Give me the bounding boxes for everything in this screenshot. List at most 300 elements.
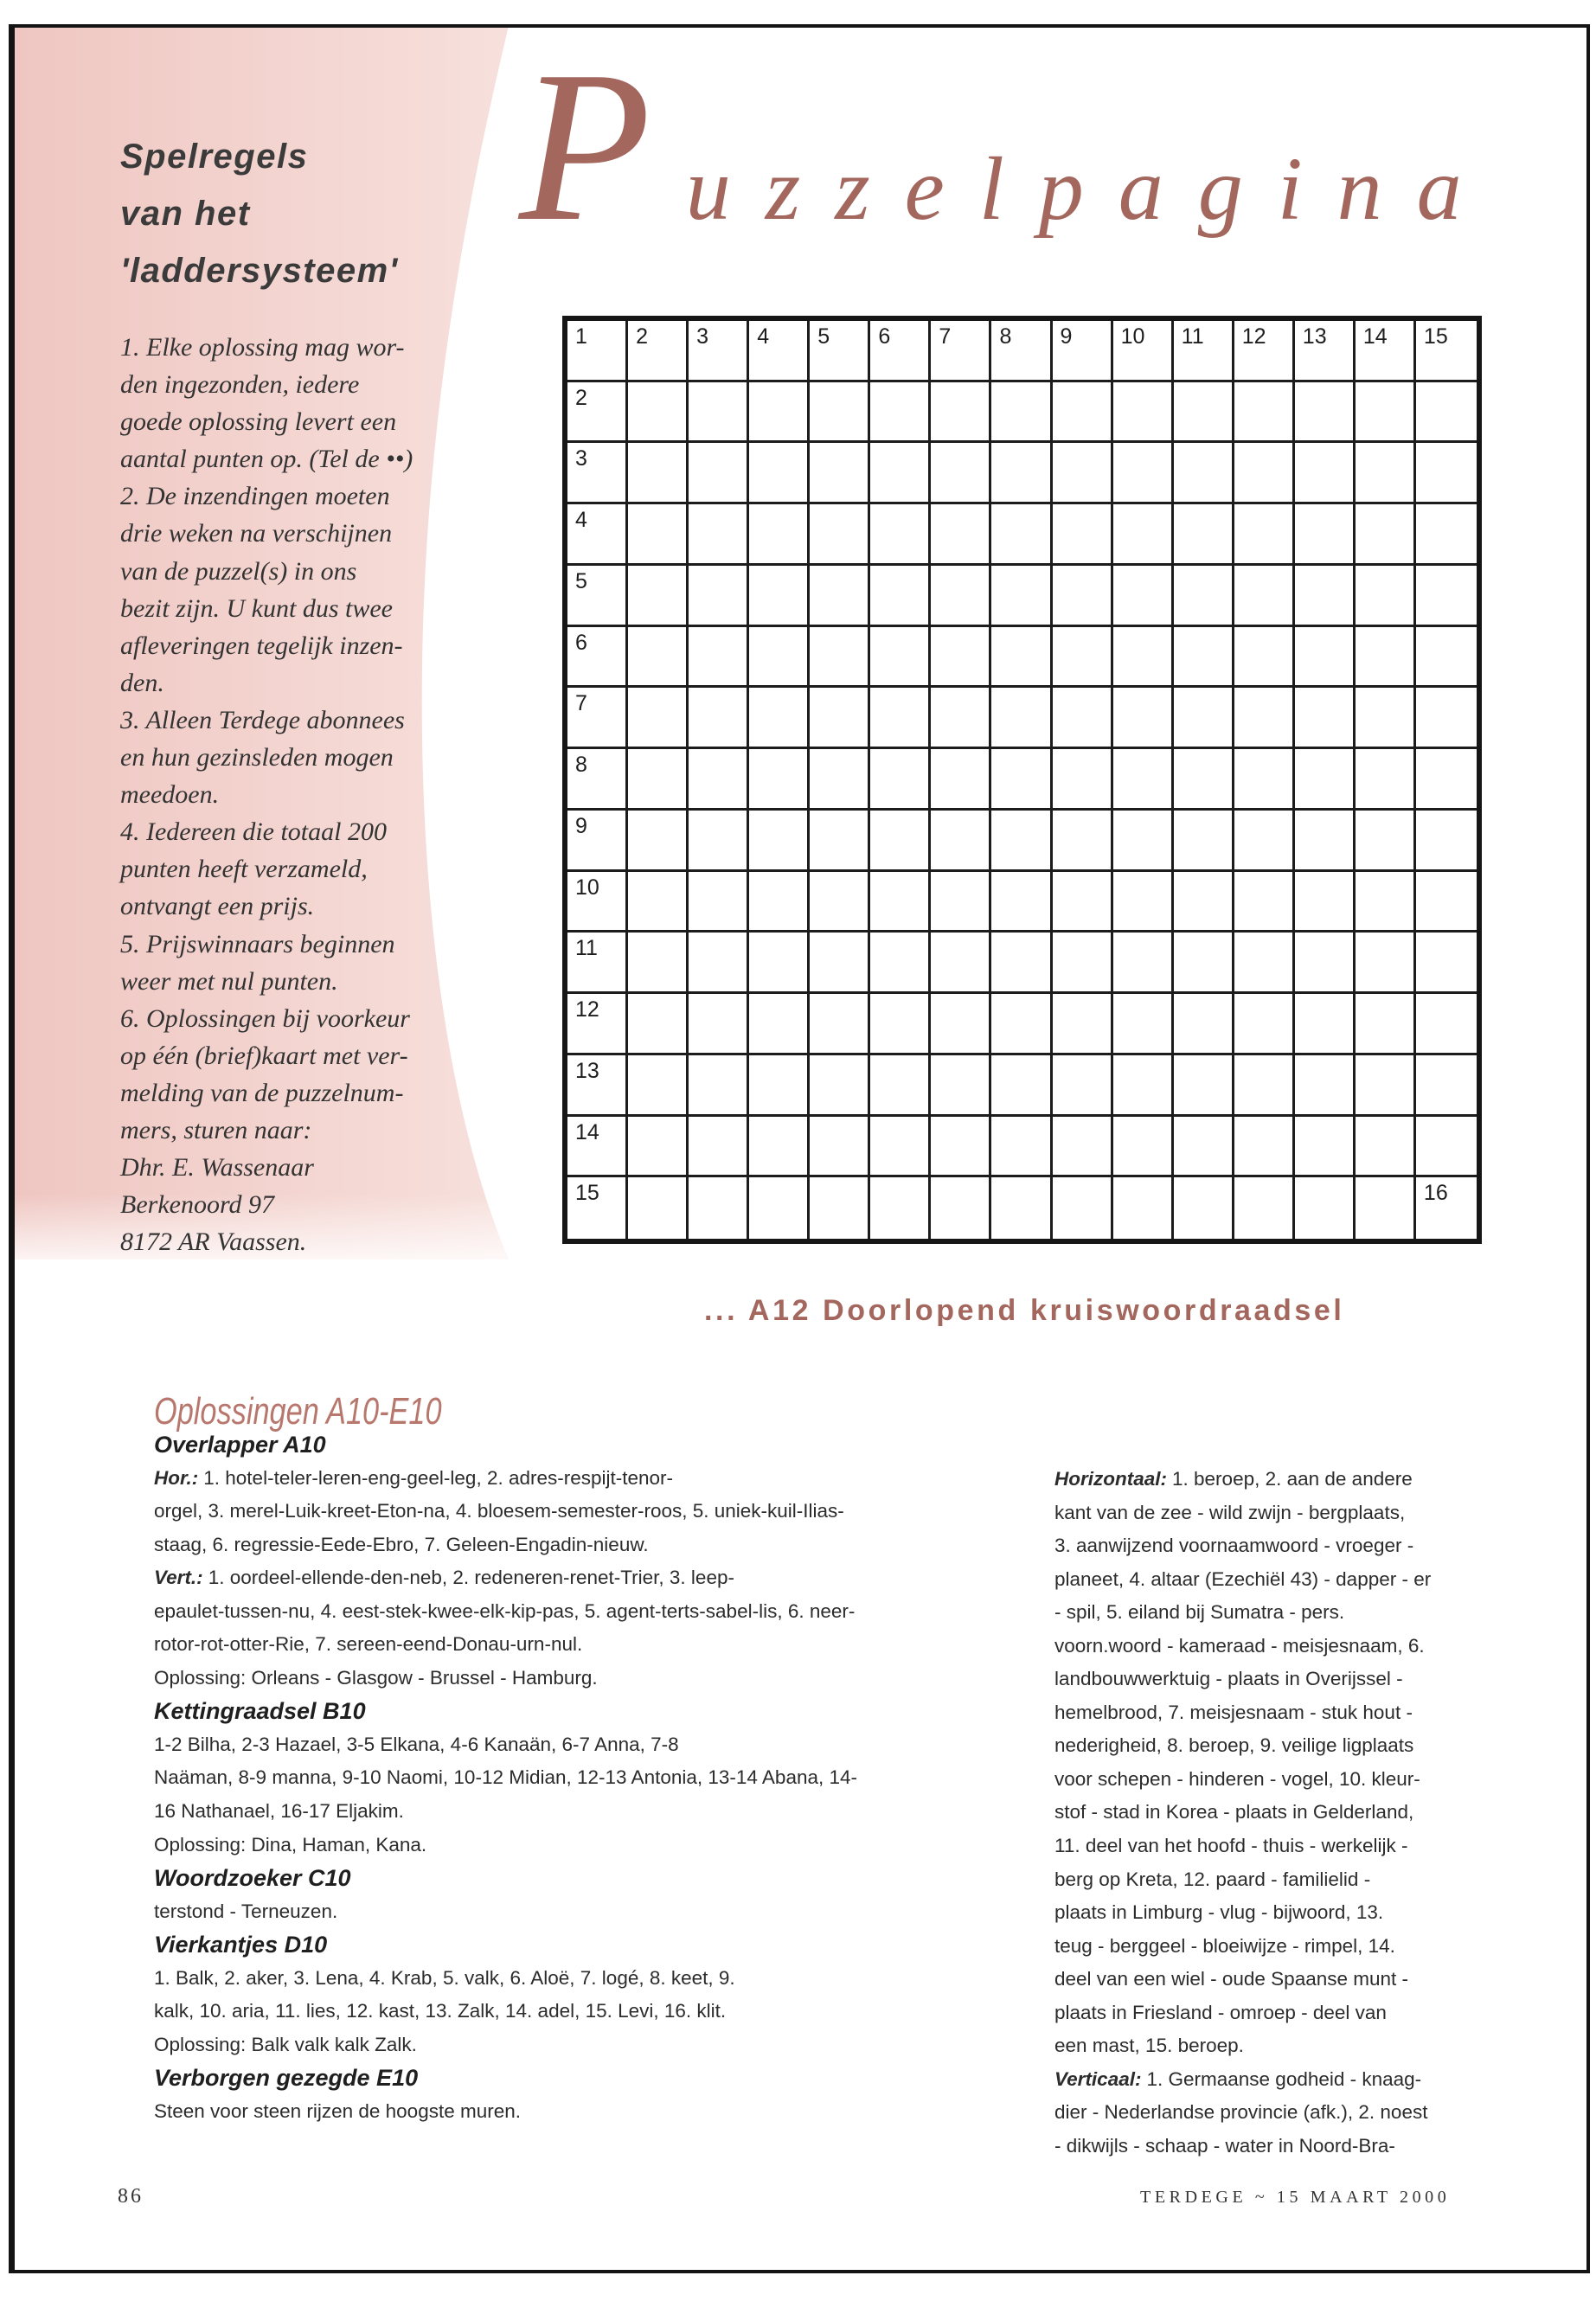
solution-text: Steen voor steen rijzen de hoogste muren. [154,2099,522,2122]
grid-cell [1295,443,1356,504]
cell-number: 3 [575,446,587,471]
cell-number: 5 [817,324,830,349]
cell-number: 12 [575,997,599,1022]
solution-line [154,1728,857,1762]
clue-line [1054,2096,1431,2130]
solution-section-heading: Kettingraadsel B10 [154,1698,366,1725]
grid-cell [1053,627,1113,689]
grid-cell [1356,566,1416,627]
cell-number: 7 [575,691,587,716]
grid-cell [1416,688,1477,749]
clue-line [1054,1863,1431,1897]
solution-section-heading: Verborgen gezegde E10 [154,2065,419,2092]
rules-title-line: 'laddersysteem' [120,252,399,290]
rules-text-line: Dhr. E. Wassenaar [120,1153,314,1183]
solution-text: terstond - Terneuzen. [154,1900,338,1922]
cell-number: 4 [757,324,770,349]
grid-cell [1416,566,1477,627]
solution-text: 1. Balk, 2. aker, 3. Lena, 4. Krab, 5. valk, 6. Aloë, 7. logé, 8. keet, 9. [154,1966,735,1989]
clue-line [1054,1729,1431,1763]
grid-cell [1295,933,1356,994]
grid-cell [749,443,810,504]
rules-text-line: Berkenoord 97 [120,1190,275,1220]
cell-number: 8 [575,753,587,778]
clue-line [1054,1930,1431,1964]
clue-text: berg op Kreta, 12. paard - familielid - [1054,1868,1371,1890]
grid-cell [1053,504,1113,566]
solution-text: Naäman, 8-9 manna, 9-10 Naomi, 10-12 Midian, 12-13 Antonia, 13-14 Abana, 14- [154,1766,858,1789]
grid-cell [931,811,991,872]
solution-text: 16 Nathanael, 16-17 Eljakim. [154,1800,404,1823]
grid-cell [870,321,931,382]
grid-cell [567,1117,628,1178]
grid-cell [567,749,628,811]
grid-cell [1113,749,1174,811]
grid-cell [689,566,749,627]
grid-cell [1113,933,1174,994]
grid-cell [1234,443,1295,504]
clue-line [1054,1663,1431,1696]
clue-line [1054,1563,1431,1597]
grid-cell [1174,933,1234,994]
clue-line [1054,1497,1431,1530]
grid-cell [1356,688,1416,749]
grid-cell [870,504,931,566]
grid-cell [628,504,689,566]
grid-cell [991,566,1052,627]
grid-cell [931,994,991,1055]
grid-cell [1416,749,1477,811]
grid-cell [567,321,628,382]
grid-cell [1174,872,1234,933]
grid-cell [1113,504,1174,566]
grid-cell [870,933,931,994]
grid-cell [810,688,870,749]
grid-cell [567,933,628,994]
grid-cell [1295,1177,1356,1239]
solution-text: Oplossing: Dina, Haman, Kana. [154,1833,427,1856]
rules-text-line: ontvangt een prijs. [120,892,315,921]
solution-text: Oplossing: Balk valk kalk Zalk. [154,2033,417,2055]
grid-cell [628,1117,689,1178]
grid-cell [931,1117,991,1178]
grid-cell [567,1177,628,1239]
rules-text-line: 6. Oplossingen bij voorkeur [120,1003,410,1033]
clue-line [1054,1763,1431,1797]
grid-cell [991,994,1052,1055]
grid-cell [1053,443,1113,504]
grid-cell [689,872,749,933]
grid-cell [1356,321,1416,382]
grid-cell [991,443,1052,504]
grid-cell [810,994,870,1055]
grid-cell [810,749,870,811]
cell-number: 13 [575,1058,599,1083]
grid-cell [1295,382,1356,444]
grid-cell [1295,994,1356,1055]
cell-number: 5 [575,568,587,593]
grid-cell [931,321,991,382]
grid-cell [1113,811,1174,872]
grid-cell [991,688,1052,749]
cell-number: 14 [575,1119,599,1144]
grid-cell [749,566,810,627]
grid-cell [870,872,931,933]
cell-number: 9 [575,813,587,838]
grid-cell [749,321,810,382]
clue-label: Horizontaal: [1054,1468,1168,1490]
grid-cell [1113,627,1174,689]
rules-text-line: weer met nul punten. [120,966,338,996]
grid-cell [810,382,870,444]
clue-line [1054,1997,1431,2030]
page-title: Puzzelpagina [519,27,1497,266]
crossword-grid [562,316,1482,1244]
grid-cell [931,382,991,444]
clue-text: 1. beroep, 2. aan de andere [1172,1468,1413,1490]
grid-cell [810,504,870,566]
grid-cell [1174,811,1234,872]
clue-line [1054,1696,1431,1730]
grid-cell [1113,1055,1174,1117]
grid-cell [628,933,689,994]
grid-cell [749,688,810,749]
grid-cell [991,504,1052,566]
grid-cell [1113,382,1174,444]
solution-line [154,2029,857,2062]
grid-cell [1234,382,1295,444]
grid-cell [1234,627,1295,689]
solution-line [154,1595,857,1629]
grid-cell [1234,321,1295,382]
grid-cell [1416,1117,1477,1178]
solution-text: kalk, 10. aria, 11. lies, 12. kast, 13. Zalk, 14. adel, 15. Levi, 16. klit. [154,2000,727,2022]
cell-number: 2 [636,324,648,349]
grid-cell [689,321,749,382]
solution-line [154,1495,857,1529]
rules-text-line: 5. Prijswinnaars beginnen [120,929,395,958]
clue-label: Verticaal: [1054,2067,1142,2090]
grid-cell [628,627,689,689]
grid-cell [1113,321,1174,382]
grid-cell [689,1117,749,1178]
grid-cell [991,382,1052,444]
grid-cell [810,321,870,382]
grid-cell [931,872,991,933]
grid-cell [931,627,991,689]
solution-text: 1-2 Bilha, 2-3 Hazael, 3-5 Elkana, 4-6 Kanaän, 6-7 Anna, 7-8 [154,1733,679,1755]
solution-label: Hor.: [154,1466,199,1489]
solution-line [154,1829,857,1862]
cell-number: 10 [575,875,599,900]
grid-cell [1234,1117,1295,1178]
solution-text: rotor-rot-otter-Rie, 7. sereen-eend-Donau-urn-nul. [154,1633,583,1656]
grid-cell [567,627,628,689]
grid-cell [1356,1117,1416,1178]
grid-cell [1234,688,1295,749]
rules-text-line: den ingezonden, iedere [120,370,360,400]
rules-text-line: melding van de puzzelnum- [120,1078,404,1107]
grid-cell [810,1177,870,1239]
solution-line [154,1462,857,1496]
grid-cell [1356,994,1416,1055]
grid-cell [689,688,749,749]
grid-cell [931,749,991,811]
grid-cell [1234,1177,1295,1239]
grid-cell [870,382,931,444]
clue-line [1054,2130,1431,2163]
grid-cell [810,811,870,872]
grid-cell [628,443,689,504]
clue-text: 1. Germaanse godheid - knaag- [1146,2067,1422,2090]
grid-cell [749,1177,810,1239]
grid-cell [749,811,810,872]
grid-cell [567,994,628,1055]
grid-cell [1234,994,1295,1055]
grid-cell [1053,1117,1113,1178]
grid-cell [567,566,628,627]
grid-cell [1295,811,1356,872]
grid-cell [628,566,689,627]
clue-text: 11. deel van het hoofd - thuis - werkelijk - [1054,1835,1408,1857]
clue-text: deel van een wiel - oude Spaanse munt - [1054,1968,1409,1990]
grid-cell [1053,688,1113,749]
grid-cell [810,933,870,994]
grid-cell [1416,872,1477,933]
clue-text: - dikwijls - schaap - water in Noord-Bra- [1054,2134,1395,2157]
grid-cell [1356,1177,1416,1239]
solution-line [154,1529,857,1562]
cell-number: 15 [575,1181,599,1206]
clue-text: landbouwwerktuig - plaats in Overijssel - [1054,1668,1403,1690]
solution-line [154,1795,857,1829]
grid-cell [749,872,810,933]
clue-line [1054,1463,1431,1497]
grid-cell [689,382,749,444]
grid-cell [749,933,810,994]
grid-cell [628,1055,689,1117]
cell-number: 1 [575,324,587,349]
rules-text-line: van de puzzel(s) in ons [120,556,357,586]
solution-section-heading: Woordzoeker C10 [154,1865,351,1892]
grid-cell [1416,504,1477,566]
grid-cell [1416,1177,1477,1239]
grid-cell [870,749,931,811]
cell-number: 4 [575,508,587,533]
grid-cell [1234,566,1295,627]
grid-cell [628,872,689,933]
clue-text: stof - stad in Korea - plaats in Gelderland, [1054,1801,1414,1823]
grid-cell [1416,627,1477,689]
solution-section-heading: Vierkantjes D10 [154,1932,328,1958]
grid-cell [689,1055,749,1117]
clue-text: voorn.woord - kameraad - meisjesnaam, 6. [1054,1634,1425,1657]
grid-cell [567,443,628,504]
grid-cell [1234,872,1295,933]
rules-title-line: van het [120,195,251,233]
grid-cell [1416,321,1477,382]
clue-line [1054,1963,1431,1997]
grid-cell [1113,1177,1174,1239]
solution-line [154,1995,857,2029]
grid-cell [749,504,810,566]
grid-cell [689,749,749,811]
solutions-title: Oplossingen A10-E10 [154,1390,442,1433]
grid-cell [870,1117,931,1178]
rules-text-line: 8172 AR Vaassen. [120,1227,307,1257]
grid-cell [1295,566,1356,627]
rules-text-line: punten heeft verzameld, [120,855,368,884]
rules-text-line: bezit zijn. U kunt dus twee [120,593,393,623]
cell-number: 14 [1362,324,1388,349]
clue-line [1054,1896,1431,1930]
grid-cell [1174,749,1234,811]
grid-cell [1234,504,1295,566]
grid-cell [1295,1117,1356,1178]
rules-text-line: aantal punten op. (Tel de ••) [120,445,413,474]
clue-text: kant van de zee - wild zwijn - bergplaats, [1054,1501,1406,1523]
rules-text-line: afleveringen tegelijk inzen- [120,631,403,660]
clue-text: hemelbrood, 7. meisjesnaam - stuk hout - [1054,1701,1413,1723]
grid-cell [870,688,931,749]
grid-cell [689,443,749,504]
solution-line [154,2095,857,2129]
grid-cell [810,627,870,689]
grid-cell [1113,688,1174,749]
cell-number: 15 [1423,324,1448,349]
cell-number: 6 [575,630,587,655]
grid-cell [991,933,1052,994]
rules-text-line: 3. Alleen Terdege abonnees [120,705,405,734]
grid-cell [1356,933,1416,994]
grid-cell [689,1177,749,1239]
grid-cell [991,321,1052,382]
grid-cell [567,811,628,872]
grid-cell [870,566,931,627]
grid-cell [1113,1117,1174,1178]
grid-cell [931,1055,991,1117]
rules-text-line: drie weken na verschijnen [120,519,393,548]
clue-line [1054,1596,1431,1630]
rules-text-line: den. [120,668,164,697]
cell-number: 13 [1302,324,1327,349]
grid-cell [628,688,689,749]
grid-cell [1174,1055,1234,1117]
grid-cell [1174,994,1234,1055]
grid-cell [749,627,810,689]
grid-cell [991,1177,1052,1239]
clue-text: nederigheid, 8. beroep, 9. veilige ligplaats [1054,1734,1414,1757]
grid-cell [810,443,870,504]
cell-number: 16 [1423,1181,1448,1206]
clues-column [1054,1463,1431,2163]
grid-cell [931,933,991,994]
grid-cell [1295,321,1356,382]
clue-line [1054,1830,1431,1863]
grid-cell [810,1117,870,1178]
grid-cell [1356,811,1416,872]
clue-text: - spil, 5. eiland bij Sumatra - pers. [1054,1601,1345,1624]
grid-cell [810,566,870,627]
grid-cell [991,1117,1052,1178]
grid-cell [870,627,931,689]
grid-cell [1174,443,1234,504]
grid-cell [749,1055,810,1117]
grid-cell [1053,1055,1113,1117]
grid-cell [1295,688,1356,749]
clue-text: dier - Nederlandse provincie (afk.), 2. noest [1054,2101,1428,2124]
grid-cell [810,872,870,933]
grid-cell [1053,994,1113,1055]
solution-line [154,1761,857,1795]
grid-cell [1295,1055,1356,1117]
grid-cell [1295,627,1356,689]
grid-cell [1234,749,1295,811]
grid-cell [1113,994,1174,1055]
cell-number: 8 [999,324,1012,349]
grid-cell [567,504,628,566]
grid-cell [567,382,628,444]
grid-cell [1356,749,1416,811]
clue-line [1054,1630,1431,1663]
grid-cell [1416,1055,1477,1117]
grid-cell [689,811,749,872]
grid-cell [749,994,810,1055]
solution-text: 1. oordeel-ellende-den-neb, 2. redeneren-renet-Trier, 3. leep- [208,1567,734,1589]
solution-text: 1. hotel-teler-leren-eng-geel-leg, 2. adres-respijt-tenor- [203,1466,674,1489]
solution-line [154,1561,857,1595]
clue-text: een mast, 15. beroep. [1054,2035,1244,2057]
grid-cell [931,688,991,749]
grid-cell [1416,382,1477,444]
grid-cell [1416,811,1477,872]
grid-cell [991,872,1052,933]
grid-cell [567,688,628,749]
rules-text-line: en hun gezinsleden mogen [120,743,394,772]
grid-cell [1053,1177,1113,1239]
grid-cell [1234,811,1295,872]
rules-text-line: goede oplossing levert een [120,407,397,437]
grid-cell [870,811,931,872]
cell-number: 11 [1181,324,1204,349]
grid-cell [931,443,991,504]
grid-cell [870,1055,931,1117]
cell-number: 6 [878,324,891,349]
solutions-column [154,1428,857,2128]
rules-text-line: 2. De inzendingen moeten [120,482,390,511]
grid-cell [1053,321,1113,382]
grid-cell [628,994,689,1055]
page-number: 86 [118,2185,144,2208]
cell-number: 11 [575,936,598,961]
grid-cell [1113,443,1174,504]
solution-section-heading: Overlapper A10 [154,1432,326,1458]
rules-text-line: mers, sturen naar: [120,1115,312,1144]
grid-cell [1053,933,1113,994]
rules-text-line: op één (brief)kaart met ver- [120,1041,408,1070]
solution-label: Vert.: [154,1567,203,1589]
grid-cell [870,994,931,1055]
grid-cell [749,382,810,444]
grid-cell [567,1055,628,1117]
grid-cell [1295,749,1356,811]
grid-cell [1356,382,1416,444]
grid-cell [991,1055,1052,1117]
grid-cell [991,627,1052,689]
puzzle-caption: ... A12 Doorlopend kruiswoordraadsel [704,1294,1345,1327]
rules-text-line: meedoen. [120,780,220,810]
rules-text-line: 1. Elke oplossing mag wor- [120,333,405,362]
